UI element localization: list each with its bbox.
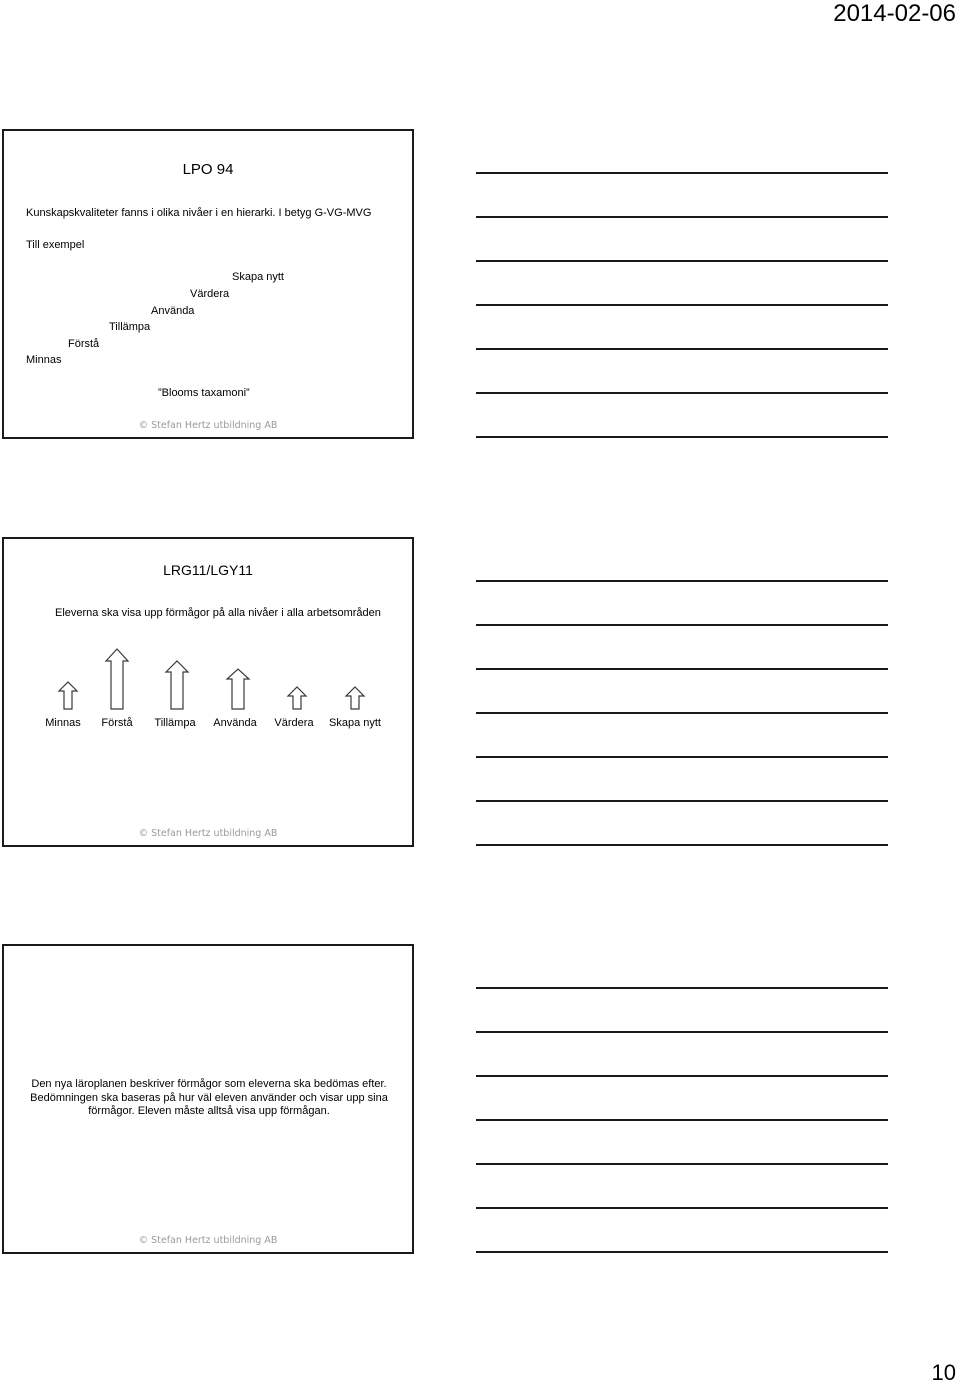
slide-ny-laroplan [2,944,414,1254]
slide-footer: © Stefan Hertz utbildning AB [138,828,278,839]
arrow-label-anvanda: Använda [213,717,257,729]
level-skapa-nytt: Skapa nytt [232,271,284,283]
slide-intro: Kunskapskvaliteter fanns i olika nivåer i en hierarki. I betyg G-VG-MVG [26,207,372,219]
arrows-chart [4,539,412,845]
page-number: 10 [931,1360,956,1385]
level-vardera: Värdera [190,288,230,300]
slide-footer: © Stefan Hertz utbildning AB [138,420,278,431]
slide-title: LPO 94 [182,161,234,178]
arrow-label-forsta: Förstå [101,717,133,729]
arrow-tillampa [166,661,188,709]
arrow-anvanda [227,669,249,709]
header-date: 2014-02-06 [833,0,956,27]
arrow-label-tillampa: Tillämpa [154,717,196,729]
level-anvanda: Använda [151,305,195,317]
arrow-vardera [288,687,306,709]
arrow-forsta [106,649,128,709]
slide-caption: ”Blooms taxamoni” [158,387,250,399]
level-minnas: Minnas [26,354,62,366]
level-tillampa: Tillämpa [109,321,151,333]
slide-footer: © Stefan Hertz utbildning AB [138,1235,278,1246]
arrow-label-vardera: Värdera [274,717,314,729]
slide-body-text: Den nya läroplanen beskriver förmågor som eleverna ska bedömas efter. Bedömningen ska baseras på hur väl eleven använder och visar upp sina förmågor. Eleven måste alltså visa upp förmågan. [30,1078,388,1117]
slide-subtitle: Eleverna ska visa upp förmågor på alla nivåer i alla arbetsområden [55,607,381,619]
slide-example: Till exempel [26,239,85,251]
level-forsta: Förstå [68,338,100,350]
slide-lrg11 [2,537,414,847]
arrow-label-skapa-nytt: Skapa nytt [329,717,381,729]
arrow-minnas [59,682,77,709]
slide-lpo94 [2,129,414,439]
arrow-label-minnas: Minnas [45,717,81,729]
arrow-skapa-nytt [346,687,364,709]
slide-title: LRG11/LGY11 [163,562,253,578]
